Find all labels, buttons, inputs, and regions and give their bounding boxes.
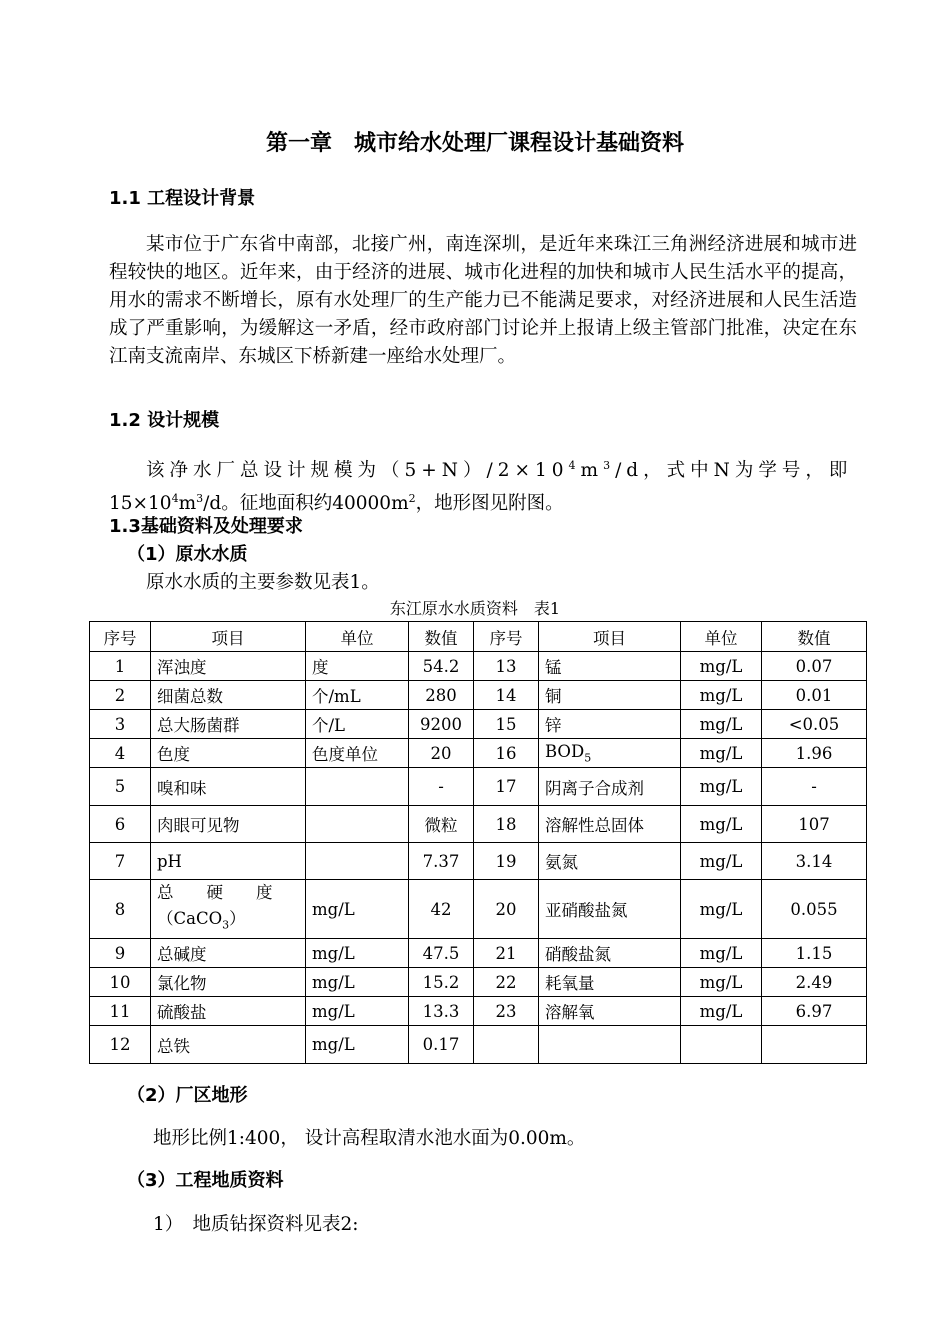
table-cell [474, 1026, 539, 1064]
table-cell [306, 843, 409, 880]
table-cell: mg/L [681, 739, 762, 768]
table-cell: 个/L [306, 710, 409, 739]
table-cell: mg/L [681, 939, 762, 968]
table-cell: 1.15 [762, 939, 867, 968]
chapter-title: 第一章 城市给水处理厂课程设计基础资料 [265, 131, 684, 156]
raw-water-intro: 原水水质的主要参数见表1。 [146, 572, 380, 593]
table-cell: 氯化物 [151, 968, 306, 997]
table-cell: 硝酸盐氮 [539, 939, 681, 968]
header-cell: 项目 [151, 622, 306, 652]
table-cell: 3 [90, 710, 151, 739]
table-cell: 4 [90, 739, 151, 768]
table-cell [539, 1026, 681, 1064]
table-cell: 13.3 [409, 997, 474, 1026]
table-cell [762, 1026, 867, 1064]
table-cell: 6 [90, 806, 151, 843]
table-cell: 19 [474, 843, 539, 880]
table-row [90, 652, 867, 681]
table-cell: 总大肠菌群 [151, 710, 306, 739]
table-row [90, 768, 867, 806]
table-cell: <0.05 [762, 710, 867, 739]
table-cell: 铜 [539, 681, 681, 710]
table-cell: 20 [474, 880, 539, 939]
table-cell: mg/L [681, 968, 762, 997]
table-cell: pH [151, 843, 306, 880]
table-cell: 280 [409, 681, 474, 710]
table-cell: 13 [474, 652, 539, 681]
table-cell: 12 [90, 1026, 151, 1064]
table-cell: mg/L [681, 768, 762, 806]
table-cell: 10 [90, 968, 151, 997]
table-cell: mg/L [306, 997, 409, 1026]
table-cell: 7 [90, 843, 151, 880]
header-cell: 序号 [474, 622, 539, 652]
table-cell-bod: $BOD_5$ [539, 739, 681, 768]
table-cell: 嗅和味 [151, 768, 306, 806]
table-row [90, 939, 867, 968]
header-cell: 单位 [681, 622, 762, 652]
table-cell: 耗氧量 [539, 968, 681, 997]
table-cell: 色度单位 [306, 739, 409, 768]
table-row [90, 968, 867, 997]
table-cell: 6.97 [762, 997, 867, 1026]
section-heading-1-3: 1.3基础资料及处理要求 [109, 516, 303, 537]
table-cell: mg/L [306, 880, 409, 939]
table-cell: 47.5 [409, 939, 474, 968]
header-cell: 序号 [90, 622, 151, 652]
table-cell: 0.07 [762, 652, 867, 681]
table-cell: 20 [409, 739, 474, 768]
table-cell: 107 [762, 806, 867, 843]
table-cell: 14 [474, 681, 539, 710]
table-cell: 阴离子合成剂 [539, 768, 681, 806]
table-header-row [90, 622, 867, 652]
table-cell: 亚硝酸盐氮 [539, 880, 681, 939]
table-cell: 3.14 [762, 843, 867, 880]
hardness-label: 总 硬 度 [157, 883, 273, 902]
table-cell: 15 [474, 710, 539, 739]
table-row [90, 681, 867, 710]
table-cell: 17 [474, 768, 539, 806]
table-cell: 18 [474, 806, 539, 843]
design-scale-line-2: $15\times 10^4m^3/d$。征地面积约$40000m^2$，地形图见附图。 [109, 492, 564, 515]
table-row [90, 739, 867, 768]
section-heading-1-1: 1.1 工程设计背景 [109, 188, 256, 209]
background-paragraph-text: 某市位于广东省中南部，北接广州，南连深圳，是近年来珠江三角洲经济进展和城市进程较快的地区。近年来，由于经济的进展、城市化进程的加快和城市人民生活水平的提高，用水的需求不断增长，原有水处理厂的生产能力已不能满足要求，对经济进展和人民生活造成了严重影响，为缓解这一矛盾，经市政府部门讨论并上报请上级主管部门批准，决定在东江南支流南岸、东城区下桥新建一座给水处理厂。 [109, 234, 857, 367]
table-cell: 细菌总数 [151, 681, 306, 710]
table-cell: 2.49 [762, 968, 867, 997]
table-cell: 15.2 [409, 968, 474, 997]
table-cell: 16 [474, 739, 539, 768]
hardness-note: （CaCO$_3$） [157, 909, 246, 932]
table-cell: 1 [90, 652, 151, 681]
table-cell: 9200 [409, 710, 474, 739]
table-row [90, 997, 867, 1026]
table-cell: - [762, 768, 867, 806]
table-cell: 11 [90, 997, 151, 1026]
table-cell: 54.2 [409, 652, 474, 681]
header-cell: 单位 [306, 622, 409, 652]
table-cell: 22 [474, 968, 539, 997]
water-quality-table [89, 621, 867, 1064]
table-cell: - [409, 768, 474, 806]
table-cell: 色度 [151, 739, 306, 768]
table-cell: mg/L [681, 652, 762, 681]
subsection-heading-raw-water: （1）原水水质 [127, 544, 248, 565]
table-cell: 溶解氧 [539, 997, 681, 1026]
table-row [90, 806, 867, 843]
table-row [90, 1026, 867, 1064]
section-heading-1-2: 1.2 设计规模 [109, 410, 220, 431]
table-caption: 东江原水水质资料 表1 [389, 599, 561, 618]
table-cell [681, 1026, 762, 1064]
table-cell: 2 [90, 681, 151, 710]
table-cell: 23 [474, 997, 539, 1026]
table-cell: mg/L [306, 968, 409, 997]
design-scale-line-1: 该净水厂总设计规模为$(5+N)/2\times 10^4m^3/d$，式中N为学号，即 [146, 459, 853, 482]
header-cell: 数值 [762, 622, 867, 652]
table-cell: 5 [90, 768, 151, 806]
table-cell: 硫酸盐 [151, 997, 306, 1026]
table-cell: 总碱度 [151, 939, 306, 968]
table-cell: 度 [306, 652, 409, 681]
table-cell: 0.055 [762, 880, 867, 939]
table-row [90, 843, 867, 880]
table-row [90, 880, 867, 939]
table-cell: 1.96 [762, 739, 867, 768]
table-cell: 21 [474, 939, 539, 968]
table-cell: mg/L [681, 710, 762, 739]
table-cell: mg/L [681, 997, 762, 1026]
table-cell: mg/L [681, 806, 762, 843]
table-cell: mg/L [681, 681, 762, 710]
table-cell [306, 768, 409, 806]
table-cell: 肉眼可见物 [151, 806, 306, 843]
table-cell: mg/L [306, 939, 409, 968]
table-cell: 总铁 [151, 1026, 306, 1064]
geology-item-1: 1） 地质钻探资料见表2: [153, 1214, 359, 1235]
table-cell: 锌 [539, 710, 681, 739]
table-cell: mg/L [681, 843, 762, 880]
table-cell: 8 [90, 880, 151, 939]
table-cell: 0.17 [409, 1026, 474, 1064]
table-cell: mg/L [681, 880, 762, 939]
header-cell: 项目 [539, 622, 681, 652]
table-cell: 氨氮 [539, 843, 681, 880]
table-cell: 9 [90, 939, 151, 968]
table-cell-hardness [151, 880, 306, 939]
table-cell: 个/mL [306, 681, 409, 710]
design-scale-paragraph [109, 452, 857, 518]
table-cell: 微粒 [409, 806, 474, 843]
table-cell: 7.37 [409, 843, 474, 880]
terrain-text: 地形比例1:400， 设计高程取清水池水面为0.00m。 [153, 1128, 586, 1149]
subsection-heading-geology: （3）工程地质资料 [127, 1170, 284, 1191]
header-cell: 数值 [409, 622, 474, 652]
table-cell: 0.01 [762, 681, 867, 710]
table-cell: 42 [409, 880, 474, 939]
table-cell: mg/L [306, 1026, 409, 1064]
table-cell: 溶解性总固体 [539, 806, 681, 843]
table-cell: 浑浊度 [151, 652, 306, 681]
table-cell: 锰 [539, 652, 681, 681]
table-cell [306, 806, 409, 843]
background-paragraph [109, 231, 857, 371]
subsection-heading-terrain: （2）厂区地形 [127, 1085, 248, 1106]
table-row [90, 710, 867, 739]
